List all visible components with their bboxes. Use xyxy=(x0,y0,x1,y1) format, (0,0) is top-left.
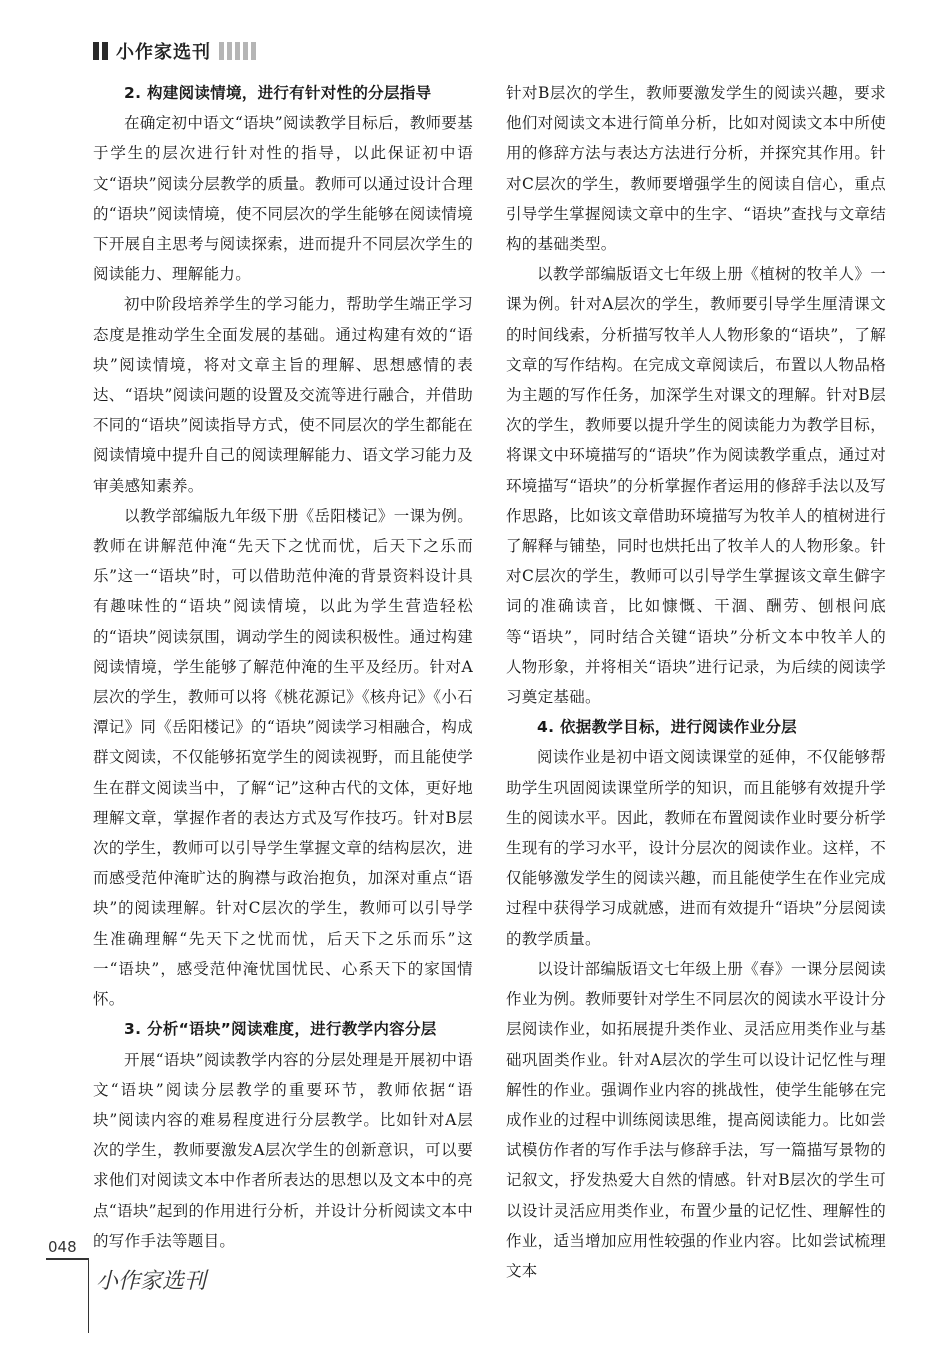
paragraph: 以设计部编版语文七年级上册《春》一课分层阅读作业为例。教师要针对学生不同层次的阅读水平设计分层阅读作业，如拓展提升类作业、灵活应用类作业与基础巩固类作业。针对A层次的学生可以设计记忆性与理解性的作业。强调作业内容的挑战性，使学生能够在完成作业的过程中训练阅读思维，提高阅读能力。比如尝试模仿作者的写作手法与修辞手法，写一篇描写景物的记叙文，抒发热爱大自然的情感。针对B层次的学生可以设计灵活应用类作业，布置少量的记忆性、理解性的作业，适当增加应用性较强的作业内容。比如尝试梳理文本 xyxy=(506,959,886,1280)
footer-vertical-rule xyxy=(88,1258,89,1333)
journal-title: 小作家选刊 xyxy=(116,42,211,63)
running-header xyxy=(93,38,256,64)
paragraph: 初中阶段培养学生的学习能力，帮助学生端正学习态度是推动学生全面发展的基础。通过构建有效的“语块”阅读情境，将对文章主旨的理解、思想感情的表达、“语块”阅读问题的设置及交流等进行融合，并借助不同的“语块”阅读指导方式，使不同层次的学生都能在阅读情境中提升自己的阅读理解能力、语文学习能力及审美感知素养。 xyxy=(93,295,473,495)
paragraph: 阅读作业是初中语文阅读课堂的延伸，不仅能够帮助学生巩固阅读课堂所学的知识，而且能够有效提升学生的阅读水平。因此，教师在布置阅读作业时要分析学生现有的学习水平，设计分层次的阅读作业。这样，不仅能够激发学生的阅读兴趣，而且能使学生在作业完成过程中获得学习成就感，进而有效提升“语块”分层阅读的教学质量。 xyxy=(506,748,886,948)
paragraph: 开展“语块”阅读教学内容的分层处理是开展初中语文“语块”阅读分层教学的重要环节，教师依据“语块”阅读内容的难易程度进行分层教学。比如针对A层次的学生，教师要激发A层次学生的创新意识，可以要求他们对阅读文本中作者所表达的思想以及文本中的亮点“语块”起到的作用进行分析，并设计分析阅读文本中的写作手法等题目。 xyxy=(93,1050,473,1250)
paragraph: 以教学部编版九年级下册《岳阳楼记》一课为例。教师在讲解范仲淹“先天下之忧而忧，后天下之乐而乐”这一“语块”时，可以借助范仲淹的背景资料设计具有趣味性的“语块”阅读情境，以此为学生营造轻松的“语块”阅读氛围，调动学生的阅读积极性。通过构建阅读情境，学生能够了解范仲淹的生平及经历。针对A层次的学生，教师可以将《桃花源记》《核舟记》《小石潭记》同《岳阳楼记》的“语块”阅读学习相融合，构成群文阅读，不仅能够拓宽学生的阅读视野，而且能使学生在群文阅读当中，了解“记”这种古代的文体，更好地理解文章，掌握作者的表达方式及写作技巧。针对B层次的学生，教师可以引导学生掌握文章的结构层次，进而感受范仲淹旷达的胸襟与政治抱负，加深对重点“语块”的阅读理解。针对C层次的学生，教师可以引导学生准确理解“先天下之忧而忧，后天下之乐而乐”这一“语块”，感受范仲淹忧国忧民、心系天下的家国情怀。 xyxy=(93,506,473,1009)
footer-logo-text: 小作家选刊 xyxy=(96,1269,207,1294)
right-column xyxy=(506,78,886,1286)
header-bars-right xyxy=(219,42,256,60)
section-heading-2: 2. 构建阅读情境，进行有针对性的分层指导 xyxy=(124,84,432,102)
section-heading-4: 4. 依据教学目标，进行阅读作业分层 xyxy=(537,718,797,737)
header-bars-left xyxy=(93,42,108,60)
paragraph: 以教学部编版语文七年级上册《植树的牧羊人》一课为例。针对A层次的学生，教师要引导学生厘清课文的时间线索，分析描写牧羊人人物形象的“语块”，了解文章的写作结构。在完成文章阅读后，布置以人物品格为主题的写作任务，加深学生对课文的理解。针对B层次的学生，教师要以提升学生的阅读能力为教学目标，将课文中环境描写的“语块”作为阅读教学重点，通过对环境描写“语块”的分析掌握作者运用的修辞手法以及写作思路，比如该文章借助环境描写为牧羊人的植树进行了解释与铺垫，同时也烘托出了牧羊人的人物形象。针对C层次的学生，教师可以引导学生掌握该文章生僻字词的准确读音，比如慷慨、干涸、酬劳、刨根问底等“语块”，同时结合关键“语块”分析文本中牧羊人的人物形象，并将相关“语块”进行记录，为后续的阅读学习奠定基础。 xyxy=(506,265,886,707)
page-number: 048 xyxy=(48,1238,77,1256)
section-heading-3: 3. 分析“语块”阅读难度，进行教学内容分层 xyxy=(124,1020,437,1039)
paragraph: 在确定初中语文“语块”阅读教学目标后，教师要基于学生的层次进行针对性的指导，以此保证初中语文“语块”阅读分层教学的质量。教师可以通过设计合理的“语块”阅读情境，使不同层次的学生能够在阅读情境下开展自主思考与阅读探索，进而提升不同层次学生的阅读能力、理解能力。 xyxy=(93,114,473,284)
left-column xyxy=(93,78,473,1256)
footer-logo xyxy=(94,1262,207,1296)
paragraph-continued: 针对B层次的学生，教师要激发学生的阅读兴趣，要求他们对阅读文本进行简单分析，比如对阅读文本中所使用的修辞方法与表达方法进行分析，并探究其作用。针对C层次的学生，教师要增强学生的阅读自信心，重点引导学生掌握阅读文章中的生字、“语块”查找与文章结构的基础类型。 xyxy=(506,84,886,254)
footer-rule xyxy=(46,1258,88,1260)
